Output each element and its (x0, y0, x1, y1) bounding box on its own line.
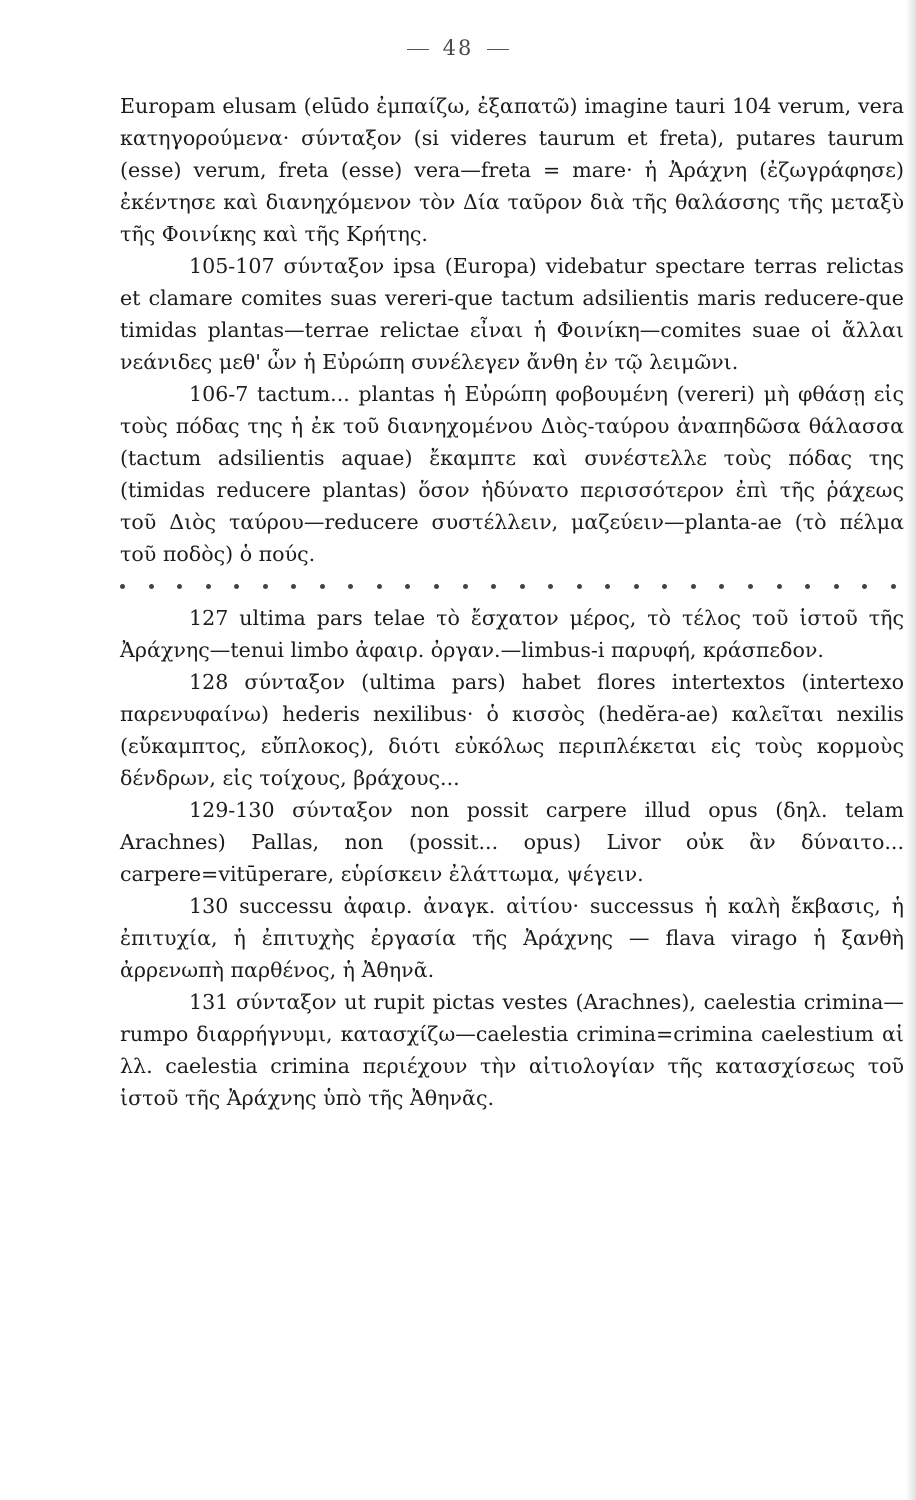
note-paragraph: 128 σύνταξον (ultima pars) habet flores intertextos (intertexo παρενυφαίνω) hederis nexilibus· ὁ κισσὸς (hedĕra-ae) καλεῖται nexilis (εὔκαμπτος, εὔπλοκος), διότι εὐκόλως περιπλέκεται εἰς τοὺς κορμοὺς δένδρων, εἰς τοίχους, βράχους... (120, 670, 904, 790)
note-paragraph: 129-130 σύνταξον non possit carpere illud opus (δηλ. telam Arachnes) Pallas, non (possit... opus) Livor οὐκ ἂν δύναιτο... carpere=vitūperare, εὑρίσκειν ἐλάττωμα, ψέγειν. (120, 798, 904, 886)
page-number-dash-right (487, 49, 509, 50)
note-paragraph: 131 σύνταξον ut rupit pictas vestes (Arachnes), caelestia crimina—rumpo διαρρήγνυμι, κατασχίζω—caelestia crimina=crimina caelestium αἱ λλ. caelestia crimina περιέχουν τὴν αἰτιολογίαν τῆς κατασχίσεως τοῦ ἱστοῦ τῆς Ἀράχνης ὑπὸ τῆς Ἀθηνᾶς. (120, 990, 904, 1110)
commentary-text (120, 90, 904, 1114)
page-number-dash-left (407, 49, 429, 50)
note-paragraph: Europam elusam (elūdo ἐμπαίζω, ἐξαπατῶ) imagine tauri 104 verum, vera κατηγορούμενα· σύνταξον (si videres taurum et freta), putares taurum (esse) verum, freta (esse) vera—freta = mare· ἡ Ἀράχνη (ἐζωγράφησε) ἐκέντησε καὶ διανηχόμενον τὸν Δία ταῦρον διὰ τῆς θαλάσσης τῆς μεταξὺ τῆς Φοινίκης καὶ τῆς Κρήτης. (120, 94, 904, 246)
note-paragraph: 127 ultima pars telae τὸ ἔσχατον μέρος, τὸ τέλος τοῦ ἱστοῦ τῆς Ἀράχνης—tenui limbo ἀφαιρ. ὀργαν.—limbus-i παρυφή, κράσπεδον. (120, 606, 904, 662)
note-paragraph: 106-7 tactum... plantas ἡ Εὐρώπη φοβουμένη (vereri) μὴ φθάσῃ εἰς τοὺς πόδας της ἡ ἐκ τοῦ διανηχομένου Διὸς-ταύρου ἀναπηδῶσα θάλασσα (tactum adsilientis aquae) ἔκαμπτε καὶ συνέστελλε τοὺς πόδας της (timidas reducere plantas) ὅσον ἠδύνατο περισσότερον ἐπὶ τῆς ῥάχεως τοῦ Διὸς ταύρου—reducere συστέλλειν, μαζεύειν—planta-ae (τὸ πέλμα τοῦ ποδὸς) ὁ πούς. (120, 382, 904, 566)
omission-dot-leader (120, 570, 904, 602)
page-edge-shadow (906, 0, 916, 1500)
page-number-value: 48 (442, 36, 474, 60)
note-paragraph: 105-107 σύνταξον ipsa (Europa) videbatur spectare terras relictas et clamare comites suas vereri-que tactum adsilientis maris reducere-que timidas plantas—terrae relictae εἶναι ἡ Φοινίκη—comites suae οἱ ἄλλαι νεάνιδες μεθ' ὧν ἡ Εὐρώπη συνέλεγεν ἄνθη ἐν τῷ λειμῶνι. (120, 254, 904, 374)
page-number (0, 36, 916, 60)
note-paragraph: 130 successu ἀφαιρ. ἀναγκ. αἰτίου· successus ἡ καλὴ ἔκβασις, ἡ ἐπιτυχία, ἡ ἐπιτυχὴς ἐργασία τῆς Ἀράχνης — flava virago ἡ ξανθὴ ἀρρενωπὴ παρθένος, ἡ Ἀθηνᾶ. (120, 894, 904, 982)
